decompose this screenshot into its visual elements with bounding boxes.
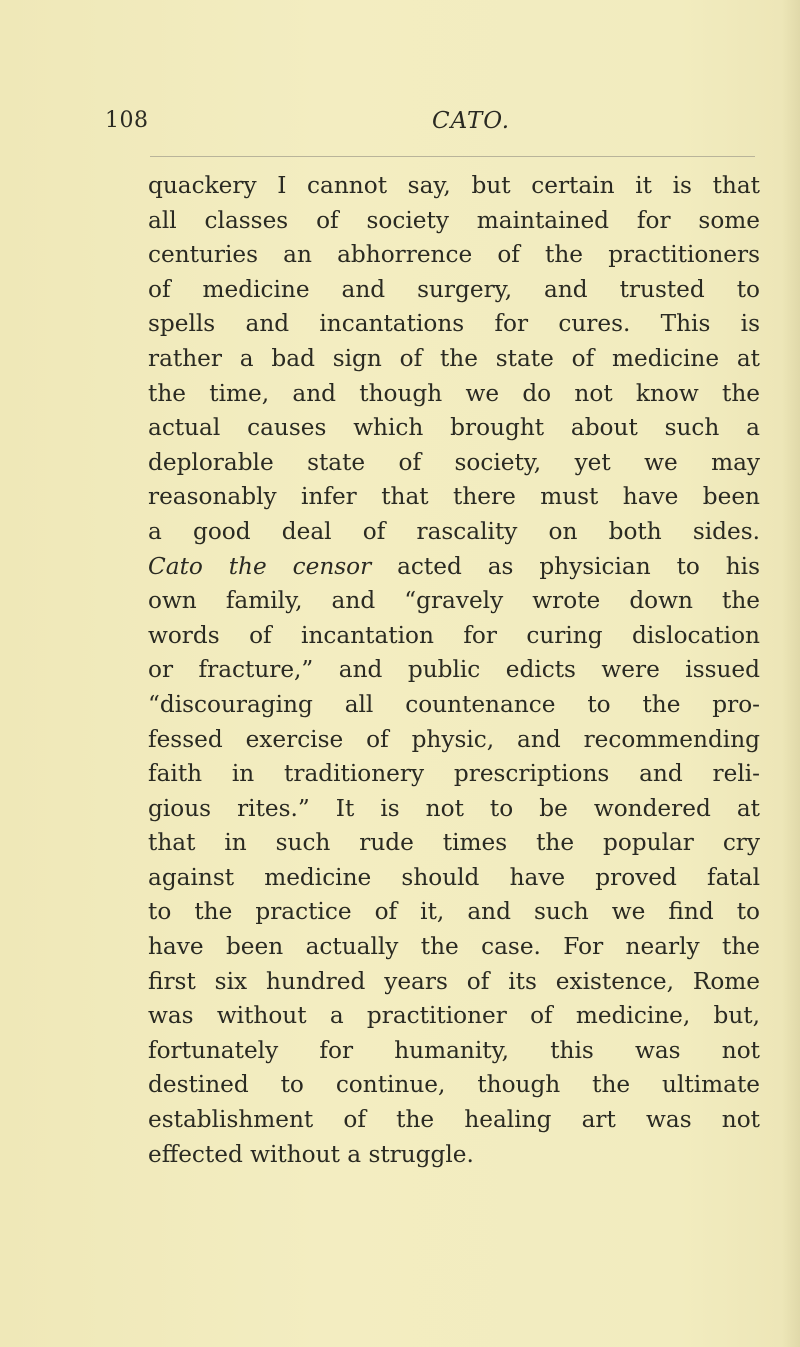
text-line: have been actually the case. For nearly the bbox=[148, 933, 760, 961]
text-line: spells and incantations for cures. This is bbox=[148, 310, 760, 338]
text-line: was without a practitioner of medicine, but, bbox=[148, 1002, 760, 1030]
text-line: reasonably infer that there must have been bbox=[148, 483, 760, 511]
text-line: centuries an abhorrence of the practitioners bbox=[148, 241, 760, 269]
text-line: deplorable state of society, yet we may bbox=[148, 448, 760, 476]
text-line: a good deal of rascality on both sides. bbox=[148, 517, 760, 545]
text-line-last: effected without a struggle. bbox=[148, 1140, 474, 1168]
text-line: to the practice of it, and such we find to bbox=[148, 898, 760, 926]
text-line: fortunately for humanity, this was not bbox=[148, 1036, 760, 1064]
text-line: words of incantation for curing dislocation bbox=[148, 621, 760, 649]
text-line: quackery I cannot say, but certain it is that bbox=[148, 172, 760, 199]
text-line: destined to continue, though the ultimate bbox=[148, 1071, 760, 1099]
text-line: that in such rude times the popular cry bbox=[148, 829, 760, 857]
text-line: against medicine should have proved fatal bbox=[148, 863, 760, 891]
text-line: establishment of the healing art was not bbox=[148, 1106, 760, 1134]
text-line: or fracture,” and public edicts were issued bbox=[148, 656, 760, 684]
text-line: own family, and “gravely wrote down the bbox=[148, 587, 760, 615]
text-line: “discouraging all countenance to the pro- bbox=[148, 690, 760, 718]
italic-phrase: Cato the censor bbox=[148, 552, 372, 580]
page-edge-shadow bbox=[782, 0, 800, 1347]
text-line: first six hundred years of its existence, Rome bbox=[148, 967, 760, 995]
text-line: of medicine and surgery, and trusted to bbox=[148, 275, 760, 303]
text-line: actual causes which brought about such a bbox=[148, 414, 760, 442]
header-rule bbox=[150, 156, 755, 157]
page-header bbox=[105, 108, 765, 144]
text-line: all classes of society maintained for some bbox=[148, 206, 760, 234]
text-line: gious rites.” It is not to be wondered at bbox=[148, 794, 760, 822]
text-line: fessed exercise of physic, and recommending bbox=[148, 725, 760, 753]
text-line: faith in traditionery prescriptions and reli- bbox=[148, 760, 760, 788]
page-number: 108 bbox=[105, 108, 149, 133]
body-text bbox=[148, 169, 760, 1172]
running-title: CATO. bbox=[432, 108, 511, 134]
text-line: rather a bad sign of the state of medicine at bbox=[148, 344, 760, 372]
text-fragment: acted as physician to his bbox=[371, 552, 760, 580]
text-line-with-italic bbox=[148, 550, 760, 585]
text-line: the time, and though we do not know the bbox=[148, 379, 760, 407]
